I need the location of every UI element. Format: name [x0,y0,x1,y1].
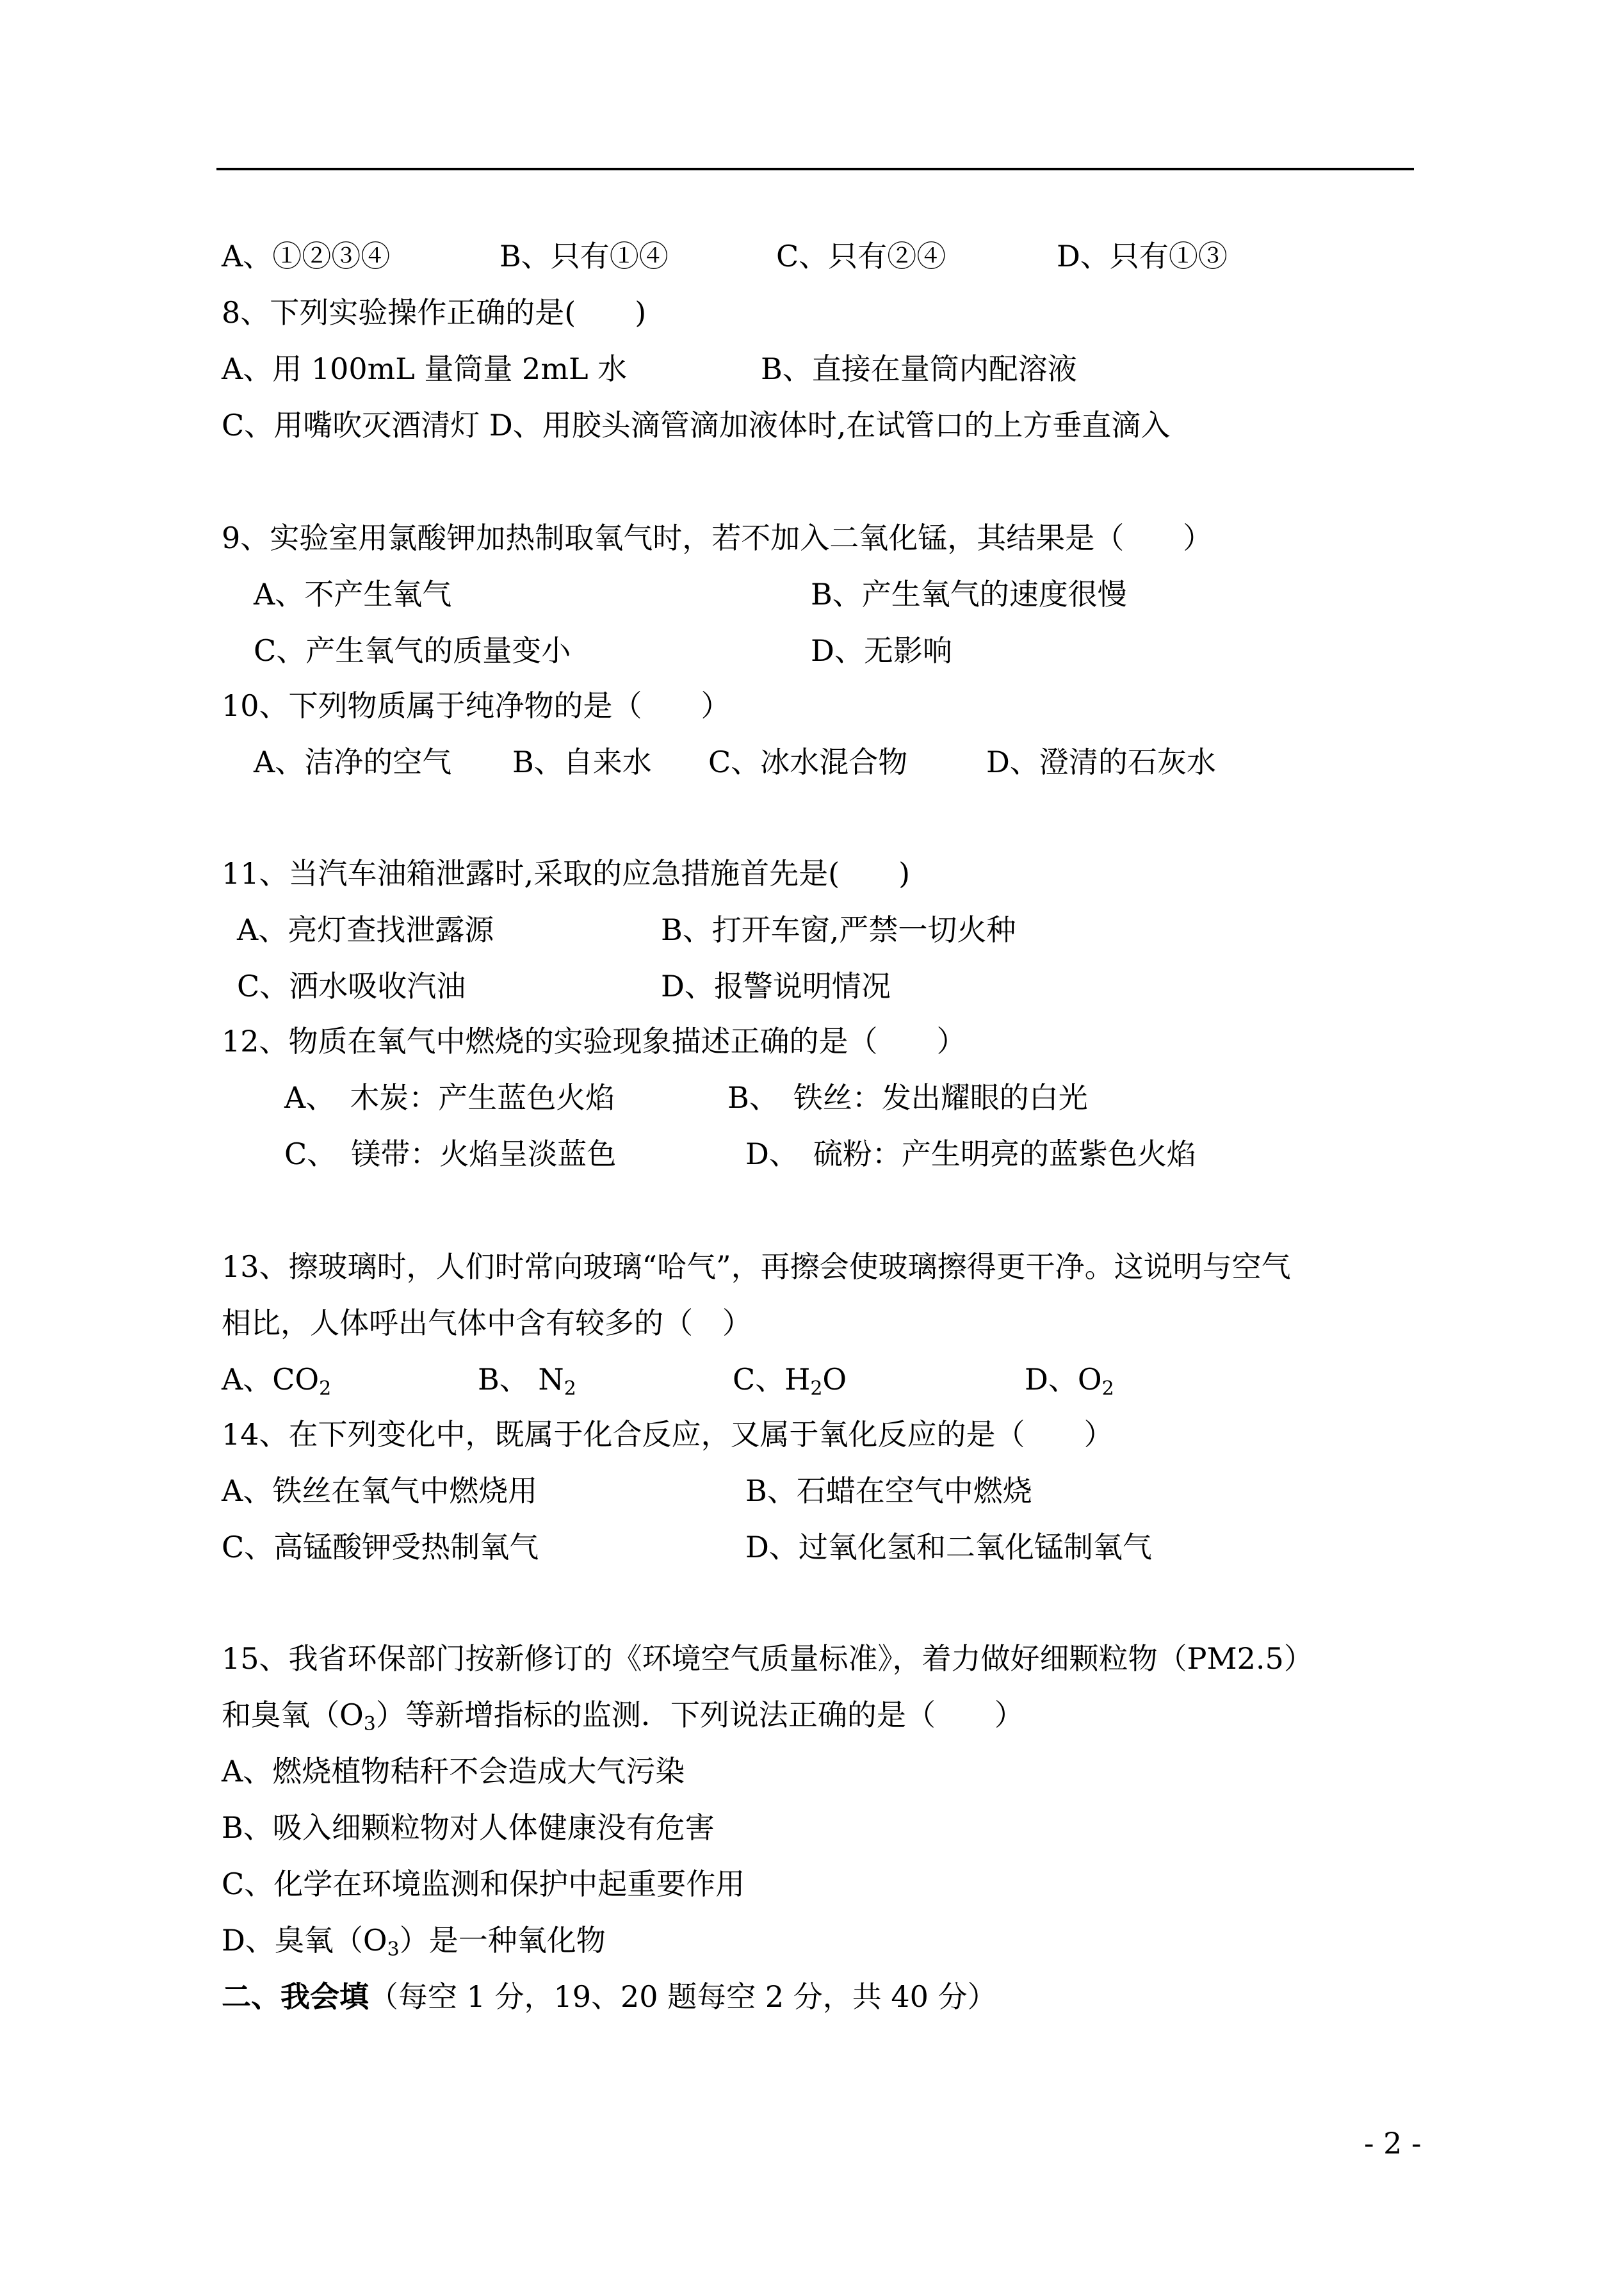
q13-option-c-sub: 2 [810,1377,823,1400]
q14-option-c: C、高锰酸钾受热制氧气 [222,1530,539,1564]
q10-stem: 10、下列物质属于纯净物的是（ ） [222,688,731,723]
q13-option-c [733,1361,847,1400]
q14-stem: 14、在下列变化中，既属于化合反应，又属于氧化反应的是（ ） [222,1417,1114,1452]
q15-option-d-sub: 3 [387,1938,400,1961]
q13-option-b [478,1361,576,1400]
q11-option-a: A、亮灯查找泄露源 [237,912,494,947]
q8-option-b: B、直接在量筒内配溶液 [761,352,1077,386]
q7-option-a: A、①②③④ [222,239,391,273]
q10-option-d: D、澄清的石灰水 [986,745,1216,779]
q13-option-c-post: O [822,1362,847,1397]
q13-option-b-text: B、 N [478,1362,564,1397]
section-2-title: 二、我会填 [222,1979,369,2014]
q11-stem: 11、当汽车油箱泄露时,采取的应急措施首先是( ) [222,856,911,891]
section-2-label [222,1979,997,2015]
q13-option-d-text: D、O [1025,1362,1102,1397]
q11-option-c: C、洒水吸收汽油 [237,969,466,1003]
q11-option-d: D、报警说明情况 [661,969,891,1003]
q15-stem-2-sub: 3 [363,1713,376,1735]
q13-stem-2: 相比，人体呼出气体中含有较多的（ ） [222,1306,752,1340]
q8-stem: 8、下列实验操作正确的是( ) [222,295,647,330]
q15-stem-1: 15、我省环保部门按新修订的《环境空气质量标准》，着力做好细颗粒物（PM2.5） [222,1641,1313,1676]
q9-option-b: B、产生氧气的速度很慢 [811,577,1127,612]
q11-option-b: B、打开车窗,严禁一切火种 [661,912,1016,947]
q12-option-b: B、 铁丝：发出耀眼的白光 [727,1080,1088,1115]
q10-option-a: A、洁净的空气 [254,745,452,779]
q15-stem-2-pre: 和臭氧（O [222,1698,364,1732]
q13-option-d-sub: 2 [1101,1377,1114,1400]
page-number: - 2 - [1364,2126,1422,2161]
q9-option-d: D、无影响 [811,633,952,668]
q15-stem-2 [222,1697,1024,1733]
q13-option-d [1025,1361,1114,1400]
q8-option-cd: C、用嘴吹灭酒清灯 D、用胶头滴管滴加液体时,在试管口的上方垂直滴入 [222,408,1171,442]
q9-option-a: A、不产生氧气 [254,577,452,612]
q12-stem: 12、物质在氧气中燃烧的实验现象描述正确的是（ ） [222,1024,966,1058]
q7-option-d: D、只有①③ [1057,239,1228,273]
q13-option-a-sub: 2 [319,1377,332,1400]
q13-option-a [222,1361,332,1400]
section-2-note: （每空 1 分，19、20 题每空 2 分，共 40 分） [369,1979,997,2014]
q12-option-a: A、 木炭：产生蓝色火焰 [284,1080,615,1115]
q13-option-a-text: A、CO [222,1362,320,1397]
q13-option-c-text: C、H [733,1362,811,1397]
header-rule [216,168,1414,170]
q15-option-a: A、燃烧植物秸秆不会造成大气污染 [222,1754,685,1788]
q10-option-c: C、冰水混合物 [708,745,908,779]
q9-option-c: C、产生氧气的质量变小 [254,633,571,668]
q12-option-c: C、 镁带：火焰呈淡蓝色 [284,1137,617,1171]
q9-stem: 9、实验室用氯酸钾加热制取氧气时，若不加入二氧化锰，其结果是（ ） [222,521,1213,555]
q15-option-d-post: ）是一种氧化物 [399,1923,606,1958]
q14-option-a: A、铁丝在氧气中燃烧用 [222,1473,538,1508]
q8-option-a: A、用 100mL 量筒量 2mL 水 [222,352,628,386]
q13-option-b-sub: 2 [564,1377,576,1400]
q7-option-c: C、只有②④ [776,239,946,273]
q15-option-d-pre: D、臭氧（O [222,1923,387,1958]
q15-option-b: B、吸入细颗粒物对人体健康没有危害 [222,1810,715,1845]
q13-stem-1: 13、擦玻璃时，人们时常向玻璃“哈气”，再擦会使玻璃擦得更干净。这说明与空气 [222,1249,1291,1284]
q14-option-b: B、石蜡在空气中燃烧 [745,1473,1032,1508]
q12-option-d: D、 硫粉：产生明亮的蓝紫色火焰 [745,1137,1196,1171]
q14-option-d: D、过氧化氢和二氧化锰制氧气 [745,1530,1152,1564]
q15-stem-2-post: ）等新增指标的监测．下列说法正确的是（ ） [375,1698,1024,1732]
q15-option-d [222,1922,606,1961]
q7-option-b: B、只有①④ [499,239,669,273]
q15-option-c: C、化学在环境监测和保护中起重要作用 [222,1867,745,1901]
q10-option-b: B、自来水 [512,745,652,779]
